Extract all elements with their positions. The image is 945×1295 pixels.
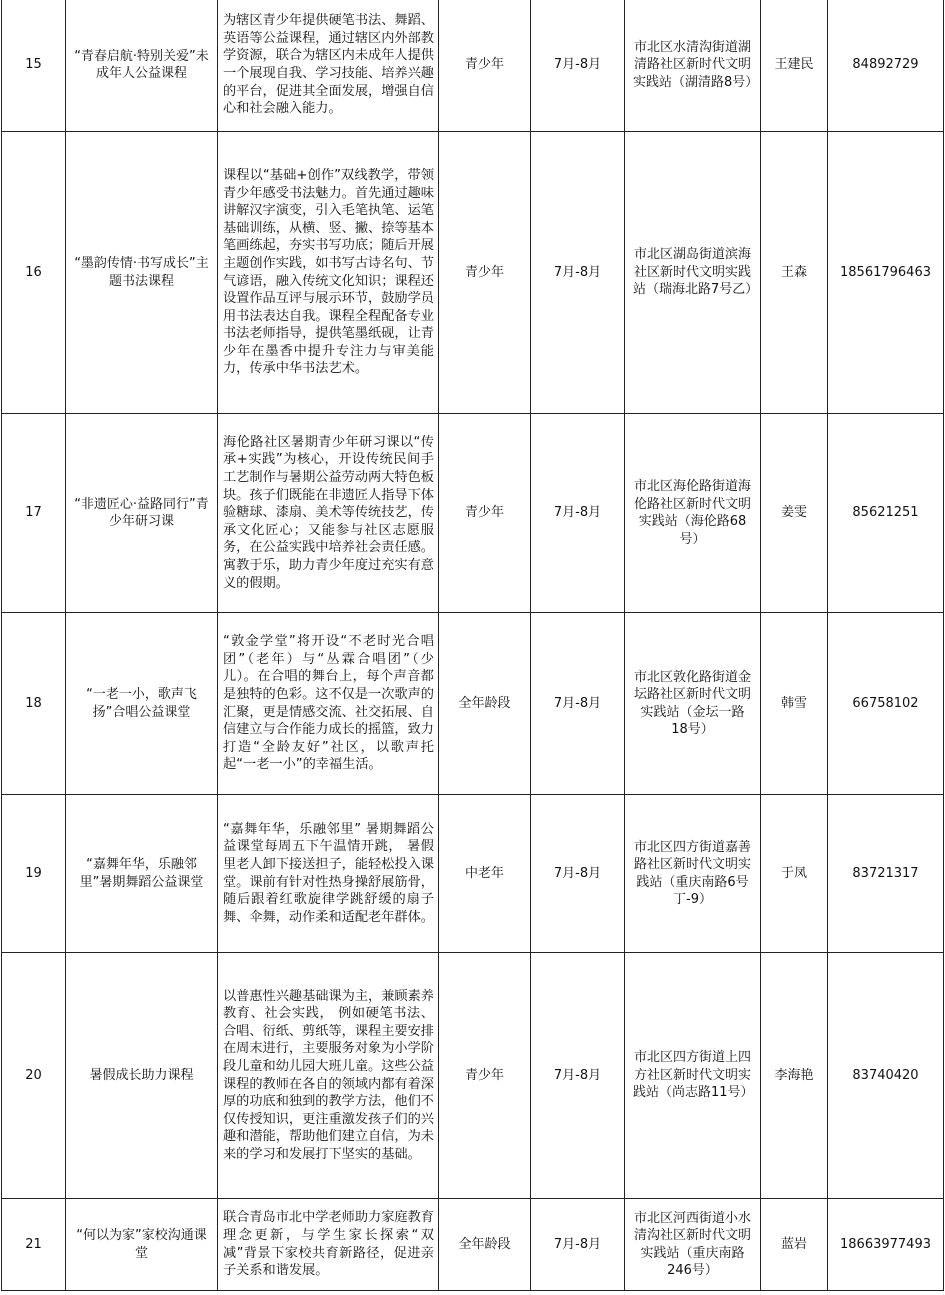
time-period: 7月-8月 bbox=[531, 795, 625, 953]
course-description: 课程以“基础+创作”双线教学，带领青少年感受书法魅力。首先通过趣味讲解汉字演变，引入毛笔执笔、运笔基础训练，从横、竖、撇、捺等基本笔画练起，夯实书写功底；随后开展主题创作实践，如书写古诗名句、节气谚语，融入传统文化知识；课程还设置作品互评与展示环节，鼓励学员用书法表达自我。课程全程配备专业书法老师指导，提供笔墨纸砚，让青少年在墨香中提升专注力与审美能力，传承中华书法艺术。 bbox=[218, 132, 439, 414]
course-name: “何以为家”家校沟通课堂 bbox=[66, 1199, 218, 1291]
row-number: 17 bbox=[2, 414, 66, 613]
contact-phone: 18663977493 bbox=[828, 1199, 944, 1291]
course-description: 海伦路社区暑期青少年研习课以“传承+实践”为核心，开设传统民间手工艺制作与暑期公益劳动两大特色板块。孩子们既能在非遗匠人指导下体验糖球、漆扇、美术等传统技艺，传承文化匠心；又能参与社区志愿服务，在公益实践中培养社会责任感。寓教于乐，助力青少年度过充实有意义的假期。 bbox=[218, 414, 439, 613]
contact-phone: 66758102 bbox=[828, 613, 944, 795]
row-number: 21 bbox=[2, 1199, 66, 1291]
location: 市北区敦化路街道金坛路社区新时代文明实践站（金坛一路18号） bbox=[625, 613, 761, 795]
location: 市北区河西街道小水清沟社区新时代文明实践站（重庆南路246号） bbox=[625, 1199, 761, 1291]
contact-phone: 84892729 bbox=[828, 0, 944, 132]
course-description: 以普惠性兴趣基础课为主，兼顾素养教育、社会实践， 例如硬笔书法、合唱、衍纸、剪纸等，课程主要安排在周末进行，主要服务对象为小学阶段儿童和幼儿园大班儿童。这些公益课程的教师在各自的领域内都有着深厚的功底和独到的教学方法，他们不仅传授知识，更注重激发孩子们的兴趣和潜能，帮助他们建立自信，为未来的学习和发展打下坚实的基础。 bbox=[218, 953, 439, 1199]
audience: 青少年 bbox=[439, 0, 531, 132]
location: 市北区四方街道上四方社区新时代文明实践站（尚志路11号） bbox=[625, 953, 761, 1199]
course-name: “非遗匠心·益路同行”青少年研习课 bbox=[66, 414, 218, 613]
contact-person: 王建民 bbox=[761, 0, 828, 132]
time-period: 7月-8月 bbox=[531, 953, 625, 1199]
contact-person: 蓝岩 bbox=[761, 1199, 828, 1291]
table-row bbox=[2, 0, 944, 132]
course-name: 暑假成长助力课程 bbox=[66, 953, 218, 1199]
table-row bbox=[2, 795, 944, 953]
row-number: 20 bbox=[2, 953, 66, 1199]
time-period: 7月-8月 bbox=[531, 1199, 625, 1291]
table-row bbox=[2, 1199, 944, 1291]
row-number: 16 bbox=[2, 132, 66, 414]
contact-person: 于凤 bbox=[761, 795, 828, 953]
row-number: 18 bbox=[2, 613, 66, 795]
course-description: “嘉舞年华，乐融邻里” 暑期舞蹈公益课堂每周五下午温情开跳， 暑假里老人卸下接送担子，能轻松投入课堂。课前有针对性热身操舒展筋骨，随后跟着红歌旋律学跳舒缓的扇子舞、伞舞，动作柔和适配老年群体。 bbox=[218, 795, 439, 953]
contact-person: 韩雪 bbox=[761, 613, 828, 795]
contact-person: 李海艳 bbox=[761, 953, 828, 1199]
audience: 全年龄段 bbox=[439, 1199, 531, 1291]
contact-phone: 83721317 bbox=[828, 795, 944, 953]
contact-phone: 85621251 bbox=[828, 414, 944, 613]
table-row bbox=[2, 613, 944, 795]
course-description: 为辖区青少年提供硬笔书法、舞蹈、英语等公益课程，通过辖区内外部教学资源，联合为辖区内未成年人提供一个展现自我、学习技能、培养兴趣的平台，促进其全面发展，增强自信心和社会融入能力。 bbox=[218, 0, 439, 132]
contact-person: 姜雯 bbox=[761, 414, 828, 613]
table-row bbox=[2, 132, 944, 414]
course-name: “嘉舞年华，乐融邻里”暑期舞蹈公益课堂 bbox=[66, 795, 218, 953]
time-period: 7月-8月 bbox=[531, 613, 625, 795]
location: 市北区四方街道嘉善路社区新时代文明实践站（重庆南路6号丁-9） bbox=[625, 795, 761, 953]
location: 市北区海伦路街道海伦路社区新时代文明实践站（海伦路68号） bbox=[625, 414, 761, 613]
contact-phone: 18561796463 bbox=[828, 132, 944, 414]
table-row bbox=[2, 414, 944, 613]
row-number: 19 bbox=[2, 795, 66, 953]
course-name: “青春启航·特别关爱”未成年人公益课程 bbox=[66, 0, 218, 132]
audience: 青少年 bbox=[439, 953, 531, 1199]
time-period: 7月-8月 bbox=[531, 0, 625, 132]
location: 市北区湖岛街道滨海社区新时代文明实践站（瑞海北路7号乙） bbox=[625, 132, 761, 414]
row-number: 15 bbox=[2, 0, 66, 132]
time-period: 7月-8月 bbox=[531, 132, 625, 414]
contact-phone: 83740420 bbox=[828, 953, 944, 1199]
time-period: 7月-8月 bbox=[531, 414, 625, 613]
audience: 青少年 bbox=[439, 132, 531, 414]
audience: 全年龄段 bbox=[439, 613, 531, 795]
audience: 中老年 bbox=[439, 795, 531, 953]
course-name: “墨韵传情·书写成长”主题书法课程 bbox=[66, 132, 218, 414]
course-description: “敦金学堂”将开设“不老时光合唱团”（老年）与“丛霖合唱团”（少儿）。在合唱的舞台上，每个声音都是独特的色彩。这不仅是一次歌声的汇聚，更是情感交流、社交拓展、自信建立与合作能力成长的摇篮，致力打造“全龄友好”社区，以歌声托起“一老一小”的幸福生活。 bbox=[218, 613, 439, 795]
course-table bbox=[1, 0, 944, 1291]
contact-person: 王森 bbox=[761, 132, 828, 414]
location: 市北区水清沟街道湖清路社区新时代文明实践站（湖清路8号） bbox=[625, 0, 761, 132]
table-row bbox=[2, 953, 944, 1199]
audience: 青少年 bbox=[439, 414, 531, 613]
course-description: 联合青岛市北中学老师助力家庭教育理念更新，与学生家长探索“双减”背景下家校共育新路径，促进亲子关系和谐发展。 bbox=[218, 1199, 439, 1291]
course-name: “一老一小，歌声飞扬”合唱公益课堂 bbox=[66, 613, 218, 795]
